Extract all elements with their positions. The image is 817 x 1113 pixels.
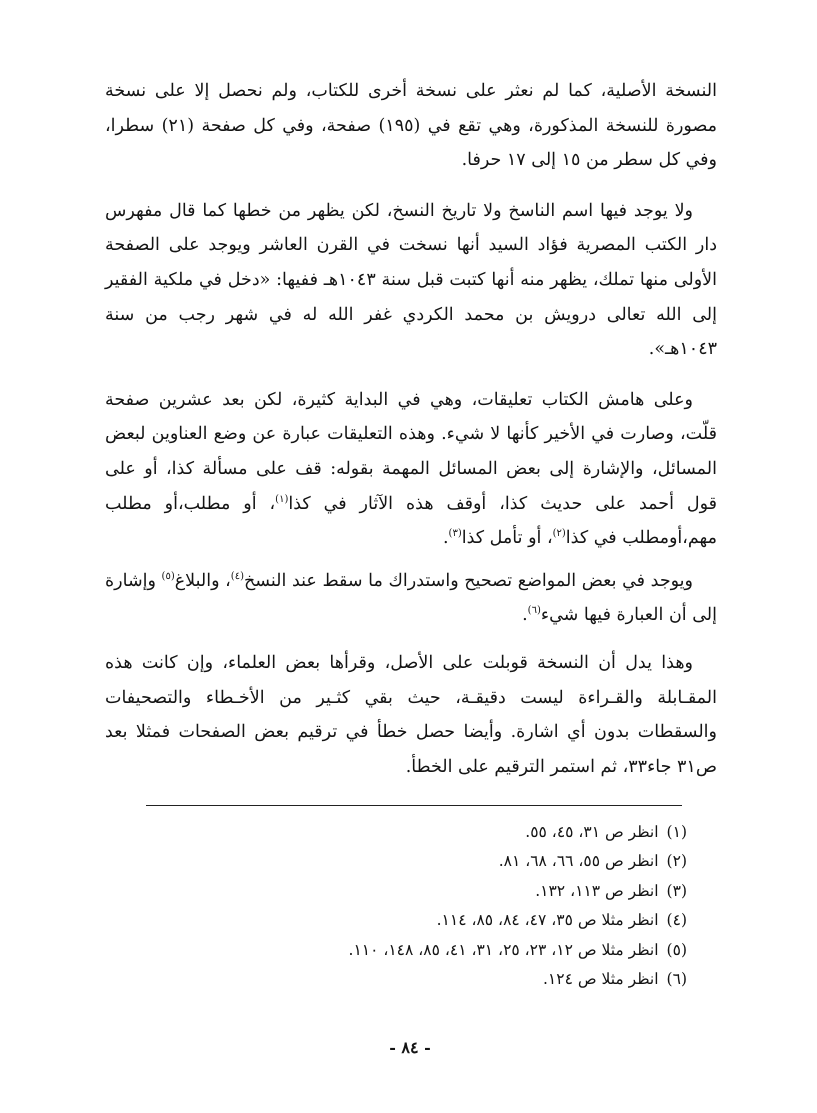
footnote-number: (٦) [666,970,687,989]
footnote-text: انظر ص ١١٣، ١٣٢. [535,881,659,900]
footnote-ref-1: (١) [275,493,289,505]
footnote-6 [127,965,687,994]
footnote-text: انظر مثلا ص ٣٥، ٤٧، ٨٤، ٨٥، ١١٤. [436,911,659,930]
footnote-text: انظر مثلا ص ١٢، ٢٣، ٢٥، ٣١، ٤١، ٨٥، ١٤٨، ١١٠. [348,940,659,959]
footnote-number: (٣) [666,881,687,900]
paragraph-4-text-a: ويوجد في بعض المواضع تصحيح واستدراك ما سقط عند النسخ [243,570,693,591]
paragraph-4 [105,564,717,633]
paragraph-4-text-c: وإشارة إلى أن العبارة فيها شيء [105,570,717,626]
main-text [105,74,717,784]
paragraph-5 [105,646,717,784]
paragraph-3-text-c: ، أو تأمل كذا [461,528,553,549]
footnote-ref-6: (٦) [527,605,541,617]
footnote-number: (٥) [666,940,687,959]
paragraph-1-text: النسخة الأصلية، كما لم نعثر على نسخة أخرى للكتاب، ولم نحصل إلا على نسخة مصورة للنسخة المذكورة، وهي تقع في (١٩٥) صفحة، وفي كل صفحة (٢١) سطرا، وفي كل سطر من ١٥ إلى ١٧ حرفا. [105,81,718,171]
footnote-ref-3: (٣) [448,528,462,540]
paragraph-3-text-b: ، أو مطلب،أو مطلب مهم،أومطلب في كذا [105,493,717,549]
footnote-2 [127,847,687,876]
footnote-ref-2: (٢) [552,528,566,540]
paragraph-3-text-d: . [442,528,449,549]
footnote-number: (١) [666,823,687,841]
footnote-separator [146,805,682,806]
paragraph-1 [105,74,717,178]
footnote-ref-5: (٥) [161,570,175,582]
footnote-ref-4: (٤) [230,570,244,582]
paragraph-4-text-b: ، والبلاغ [174,570,231,591]
footnote-number: (٢) [666,852,687,871]
footnote-text: انظر ص ٥٥، ٦٦، ٦٨، ٨١. [498,852,659,871]
paragraph-4-text-d: . [522,605,528,626]
paragraph-3 [105,383,717,556]
footnote-4 [127,906,687,935]
footnote-text: انظر ص ٣١، ٤٥، ٥٥. [525,823,659,841]
paragraph-2-text: ولا يوجد فيها اسم الناسخ ولا تاريخ النسخ، لكن يظهر من خطها كما قال مفهرس دار الكتب المصرية فؤاد السيد أنها نسخت في القرن العاشر ويوجد على الصفحة الأولى منها تملك، يظهر منه أنها كتبت قبل سنة ١٠٤٣هـ ففيها: «دخل في ملكية الفقير إلى الله تعالى درويش بن محمد الكردي غفر الله له في شهر رجب من سنة ١٠٤٣هـ». [105,200,717,360]
paragraph-5-text: وهذا يدل أن النسخة قوبلت على الأصل، وقرأها بعض العلماء، وإن كانت هذه المقـابلة والقـراءة ليست دقيقـة، حيث بقي كثـير من الأخـطاء والتصحيفات والسقطات بدون أي اشارة. وأيضا حصل خطأ في ترقيم بعض الصفحات فمثلا بعد ص٣١ جاء٣٣، ثم استمر الترقيم على الخطأ. [105,652,717,777]
footnotes [127,818,687,994]
paragraph-3-text-a: وعلى هامش الكتاب تعليقات، وهي في البداية كثيرة، لكن بعد عشرين صفحة قلّت، وصارت في الأخير كأنها لا شيء. وهذه التعليقات عبارة عن وضع العناوين لبعض المسائل، والإشارة إلى بعض المسائل المهمة بقوله: قف على مسألة كذا، أو على قول أحمد على حديث كذا، أوقف هذه الآثار في كذا [105,389,717,514]
paragraph-2 [105,194,717,367]
page-number: - ٨٤ - [389,1038,431,1057]
footnote-number: (٤) [666,911,687,930]
footnote-5 [127,936,687,965]
footnote-1 [127,818,687,847]
footnote-3 [127,877,687,906]
footnote-text: انظر مثلا ص ١٢٤. [542,970,659,989]
